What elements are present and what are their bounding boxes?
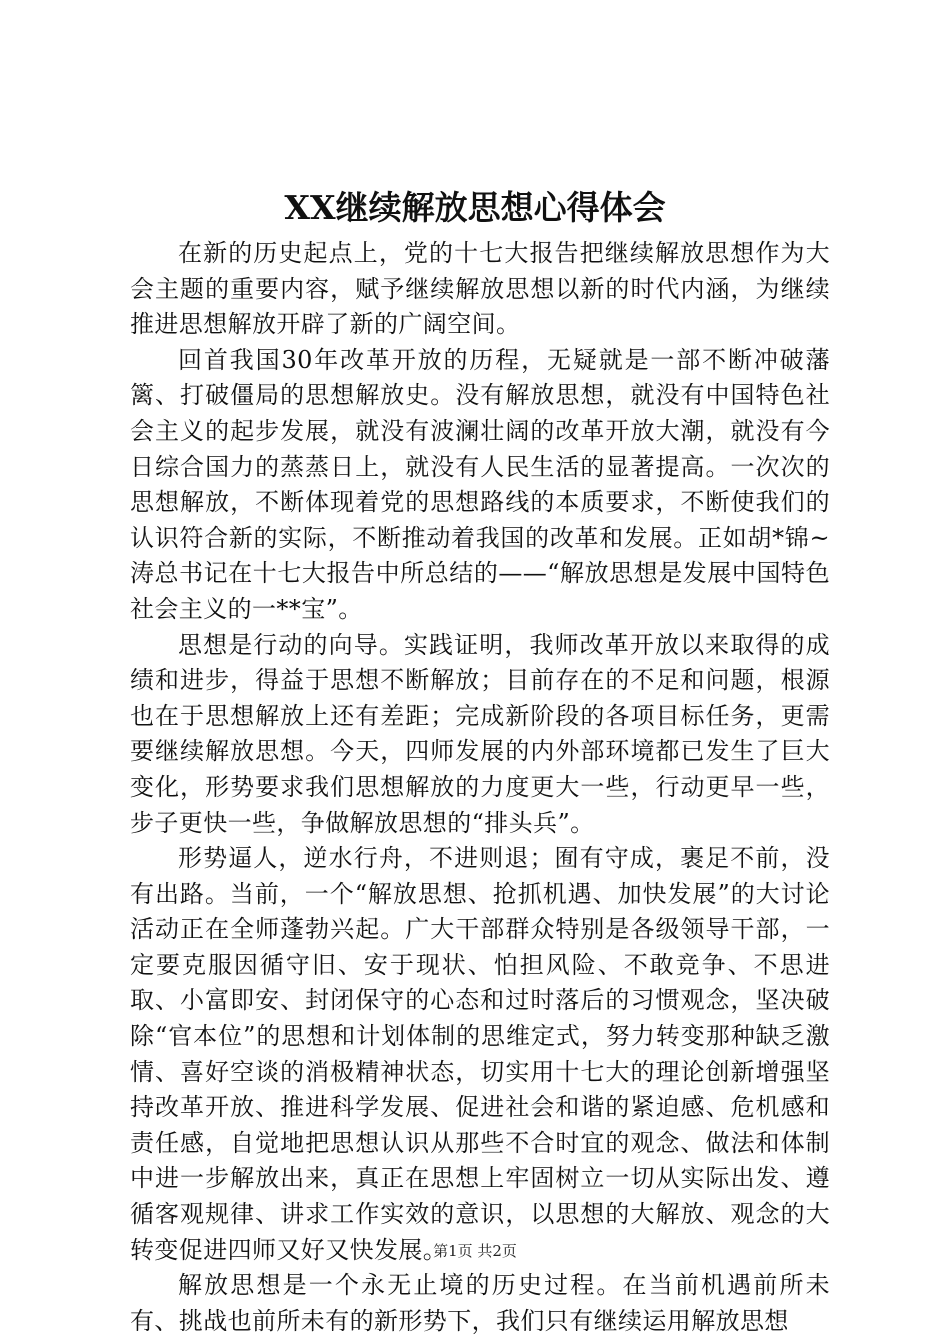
paragraph: 形势逼人，逆水行舟，不进则退；囿有守成，裹足不前，没有出路。当前，一个“解放思想、抢抓机遇、加快发展”的大讨论活动正在全师蓬勃兴起。广大干部群众特别是各级领导干部，一定要克服因循守旧、安于现状、怕担风险、不敢竞争、不思进取、小富即安、封闭保守的心态和过时落后的习惯观念，坚决破除“官本位”的思想和计划体制的思维定式，努力转变那种缺乏激情、喜好空谈的消极精神状态，切实用十七大的理论创新增强坚持改革开放、推进科学发展、促进社会和谐的紧迫感、危机感和责任感，自觉地把思想认识从那些不合时宜的观念、做法和体制中进一步解放出来，真正在思想上牢固树立一切从实际出发、遵循客观规律、讲求工作实效的意识，以思想的大解放、观念的大转变促进四师又好又快发展。 (130, 844, 830, 1264)
document-body (130, 236, 830, 1339)
document-title: XX继续解放思想心得体会 (284, 188, 666, 227)
paragraph: 在新的历史起点上，党的十七大报告把继续解放思想作为大会主题的重要内容，赋予继续解放思想以新的时代内涵，为继续推进思想解放开辟了新的广阔空间。 (130, 239, 830, 339)
paragraph: 思想是行动的向导。实践证明，我师改革开放以来取得的成绩和进步，得益于思想不断解放；目前存在的不足和问题，根源也在于思想解放上还有差距；完成新阶段的各项目标任务，更需要继续解放思想。今天，四师发展的内外部环境都已发生了巨大变化，形势要求我们思想解放的力度更大一些，行动更早一些，步子更快一些，争做解放思想的“排头兵”。 (130, 630, 830, 837)
paragraph: 回首我国30年改革开放的历程，无疑就是一部不断冲破藩篱、打破僵局的思想解放史。没有解放思想，就没有中国特色社会主义的起步发展，就没有波澜壮阔的改革开放大潮，就没有今日综合国力的蒸蒸日上，就没有人民生活的显著提高。一次次的思想解放，不断体现着党的思想路线的本质要求，不断使我们的认识符合新的实际，不断推动着我国的改革和发展。正如胡*锦~涛总书记在十七大报告中所总结的——“解放思想是发展中国特色社会主义的一**宝”。 (130, 345, 830, 623)
page-number-footer: 第1页 共2页 (433, 1242, 517, 1260)
paragraph: 解放思想是一个永无止境的历史过程。在当前机遇前所未有、挑战也前所未有的新形势下，我们只有继续运用解放思想 (130, 1271, 830, 1335)
